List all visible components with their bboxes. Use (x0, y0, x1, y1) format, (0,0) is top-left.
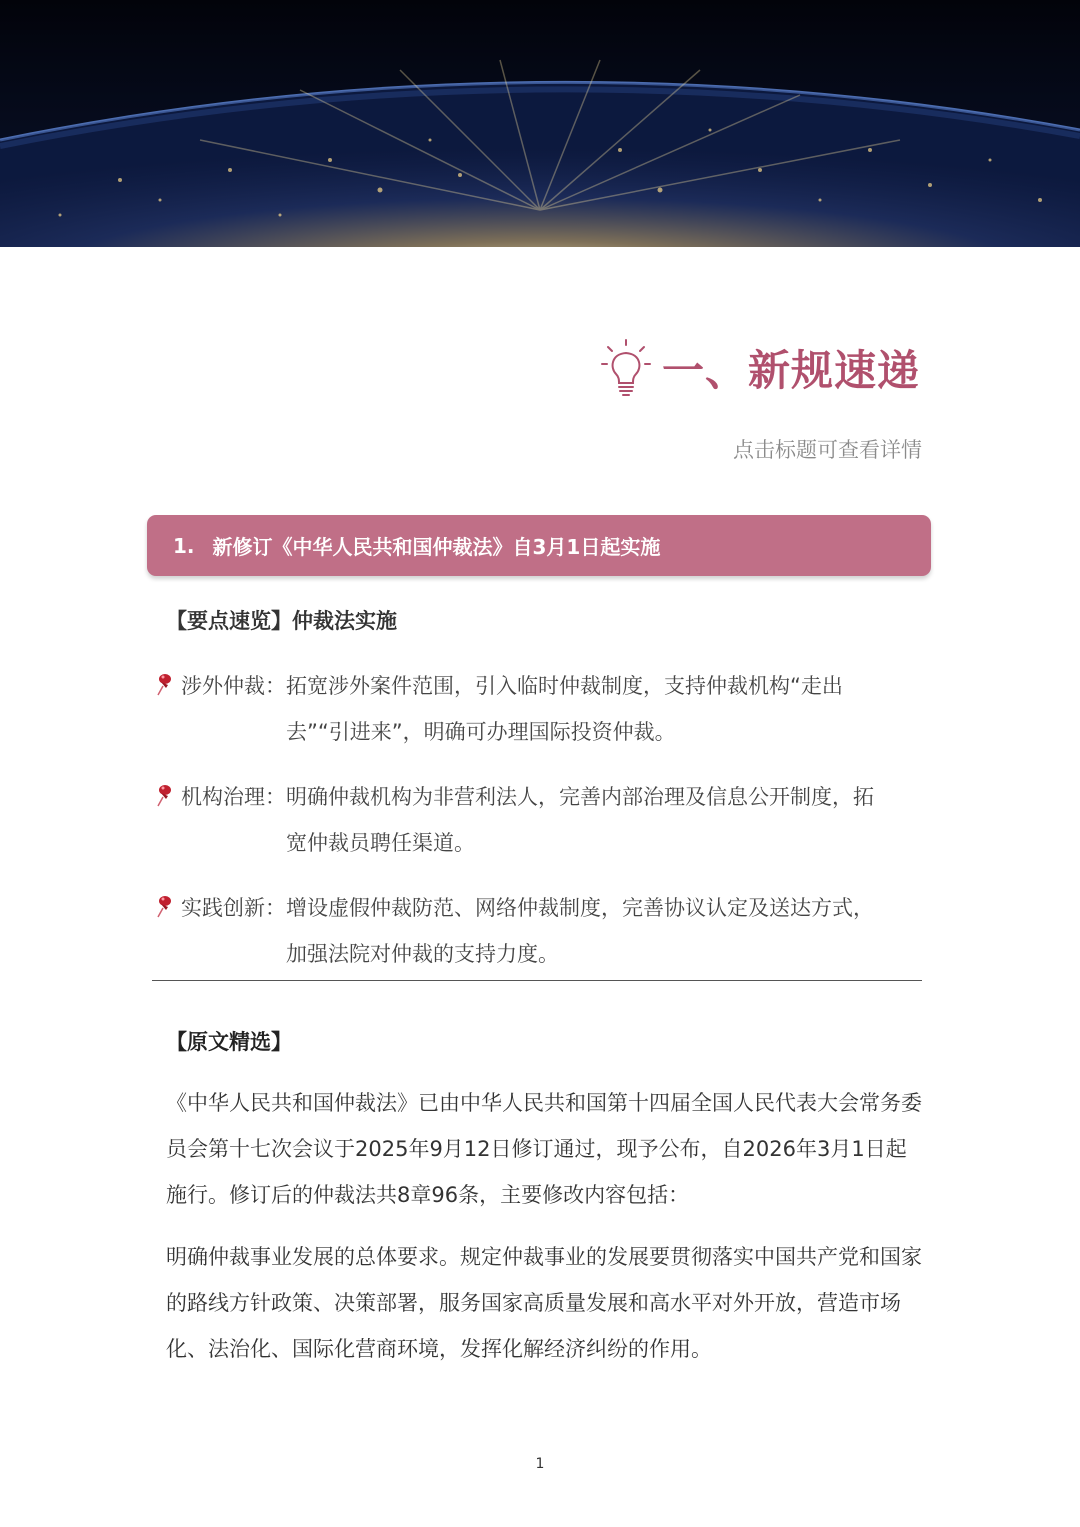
bullet-line: 去”“引进来”，明确可办理国际投资仲裁。 (286, 720, 676, 744)
section-heading (600, 336, 920, 400)
section-title: 一、新规速递 (661, 346, 920, 395)
paragraph: 《中华人民共和国仲裁法》已由中华人民共和国第十四届全国人民代表大会常务委员会第十七次会议于2025年9月12日修订通过，现予公布，自2026年3月1日起施行。修订后的仲裁法共8章96条，主要修改内容包括： (166, 1091, 922, 1207)
pushpin-icon (155, 784, 173, 808)
banner-image (0, 0, 1080, 247)
bullet-line: 加强法院对仲裁的支持力度。 (286, 942, 559, 966)
divider (152, 980, 922, 981)
item-title: 新修订《中华人民共和国仲裁法》自3月1日起实施 (212, 535, 661, 559)
summary-heading: 【要点速览】仲裁法实施 (166, 609, 397, 633)
item-title-bar[interactable] (147, 515, 931, 576)
original-heading: 【原文精选】 (166, 1030, 292, 1054)
lightbulb-icon (600, 338, 652, 398)
pushpin-icon (155, 673, 173, 697)
paragraph: 明确仲裁事业发展的总体要求。规定仲裁事业的发展要贯彻落实中国共产党和国家的路线方针政策、决策部署，服务国家高质量发展和高水平对外开放，营造市场化、法治化、国际化营商环境，发挥化解经济纠纷的作用。 (166, 1245, 922, 1361)
bullet-line: 实践创新：增设虚假仲裁防范、网络仲裁制度，完善协议认定及送达方式， (181, 896, 874, 920)
bullet-line: 宽仲裁员聘任渠道。 (286, 831, 475, 855)
page-number: 1 (535, 1456, 545, 1472)
hint-text: 点击标题可查看详情 (733, 438, 922, 462)
earth-night-image (0, 0, 1080, 247)
bullet-line: 机构治理：明确仲裁机构为非营利法人，完善内部治理及信息公开制度，拓 (181, 785, 874, 809)
bullet-line: 涉外仲裁：拓宽涉外案件范围，引入临时仲裁制度，支持仲裁机构“走出 (181, 674, 843, 698)
pushpin-icon (155, 895, 173, 919)
item-number: 1. (173, 533, 195, 558)
